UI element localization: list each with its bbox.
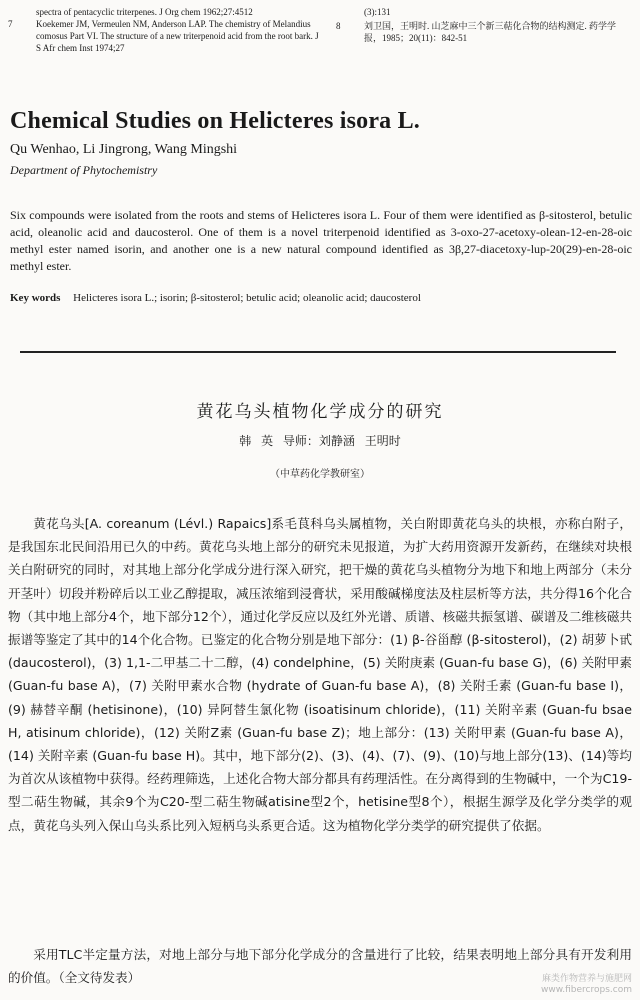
english-abstract: Six compounds were isolated from the roots and stems of Helicteres isora L. Four of them were identified as β-sitosterol, betulic acid, oleanolic acid and daucosterol. One of them is a novel triterpenoid identified as 3-oxo-27-acetoxy-olean-12-en-28-oic methyl ester named isorin, and another one is a new natural compound identified as 3β,27-diacetoxy-lup-20(29)-en-28-oic methyl ester. [10,208,632,273]
reference-number: 7 [8,19,13,29]
section-divider [20,351,616,353]
chinese-affiliation: （中草药化学教研室） [270,469,370,480]
reference-text: spectra of pentacyclic triterpenes. J Org chem 1962;27:4512 [36,7,253,17]
chinese-body-paragraph-2: 采用TLC半定量方法，对地上部分与地下部分化学成分的含量进行了比较，结果表明地上部分具有开发利用的价值。（全文待发表） [8,947,632,986]
reference-text: Koekemer JM, Vermeulen NM, Anderson LAP. The chemistry of Melandius comosus Part VI. The structure of a new triterpenoid acid from the root bark. J S Afr chem Inst 1974;27 [36,19,319,53]
reference-item [8,6,320,18]
reference-item [336,6,632,18]
keywords-label: Key words [10,292,61,304]
watermark-line-2: www.fibercrops.com [541,985,632,995]
reference-item [8,18,320,54]
reference-item [336,20,632,44]
reference-text: 刘卫国，王明时. 山芝麻中三个新三萜化合物的结构测定. 药学学报，1985；20(11)：842-51 [364,21,617,43]
english-department: Department of Phytochemistry [10,163,158,177]
reference-text: (3):131 [364,7,391,17]
chinese-title: 黄花乌头植物化学成分的研究 [196,402,444,422]
reference-list-right [336,6,632,44]
watermark [541,974,632,996]
reference-list-left [8,6,320,54]
english-title: Chemical Studies on Helicteres isora L. [10,108,420,134]
watermark-line-1: 麻类作物营养与施肥网 [541,974,632,984]
keywords-text: Helicteres isora L.; isorin; β-sitosterol; betulic acid; oleanolic acid; daucosterol [73,292,421,304]
english-authors: Qu Wenhao, Li Jingrong, Wang Mingshi [10,142,238,157]
english-keywords [10,291,632,306]
chinese-authors: 韩 英 导师：刘静涵 王明时 [239,434,401,448]
reference-number: 8 [336,21,341,31]
chinese-body-paragraph-1: 黄花乌头[A. coreanum (Lévl.) Rapaics]系毛茛科乌头属植物，关白附即黄花乌头的块根，亦称白附子，是我国东北民间沿用已久的中药。黄花乌头地上部分的研究未见报道，为扩大药用资源开发新药，在继续对块根关白附研究的同时，对其地上部分化学成分进行深入研究，把干燥的黄花乌头植物分为地下和地上两部分（未分开茎叶）切段并粉碎后以工业乙醇提取，减压浓缩到浸膏状，采用酸碱梯度法及柱层析等方法，共分得16个化合物（其中地上部分4个，地下部分12个），通过化学反应以及红外光谱、质谱、核磁共振氢谱、碳谱及二维核磁共振谱等鉴定了其中的14个化合物。已鉴定的化合物分别是地下部分：(1) β-谷甾醇 (β-sitosterol)，(2) 胡萝卜甙 (daucosterol)，(3) 1,1-二甲基二十二醇，(4) condelphine，(5) 关附庚素 (Guan-fu base G)，(6) 关附甲素 (Guan-fu base A)，(7) 关附甲素水合物 (hydrate of Guan-fu base A)，(8) 关附壬素 (Guan-fu base I)，(9) 赫替辛酮 (hetisinone)，(10) 异阿替生氯化物 (isoatisinum chloride)，(11) 关附辛素 (Guan-fu bsae H, atisinum chloride)，(12) 关附Z素 (Guan-fu base Z)；地上部分：(13) 关附甲素 (Guan-fu base A)，(14) 关附辛素 (Guan-fu base H)。其中，地下部分(2)、(3)、(4)、(7)、(9)、(10)与地上部分(13)、(14)等均为首次从该植物中获得。经药理筛选，上述化合物大部分都具有药理活性。在分离得到的生物碱中，一个为C19-型二萜生物碱，其余9个为C20-型二萜生物碱atisine型2个，hetisine型8个），根据生源学及化学分类学的观点，黄花乌头列入保山乌头系比列入短柄乌头系更合适。这为植物化学分类学的研究提供了依据。 [8,516,632,833]
